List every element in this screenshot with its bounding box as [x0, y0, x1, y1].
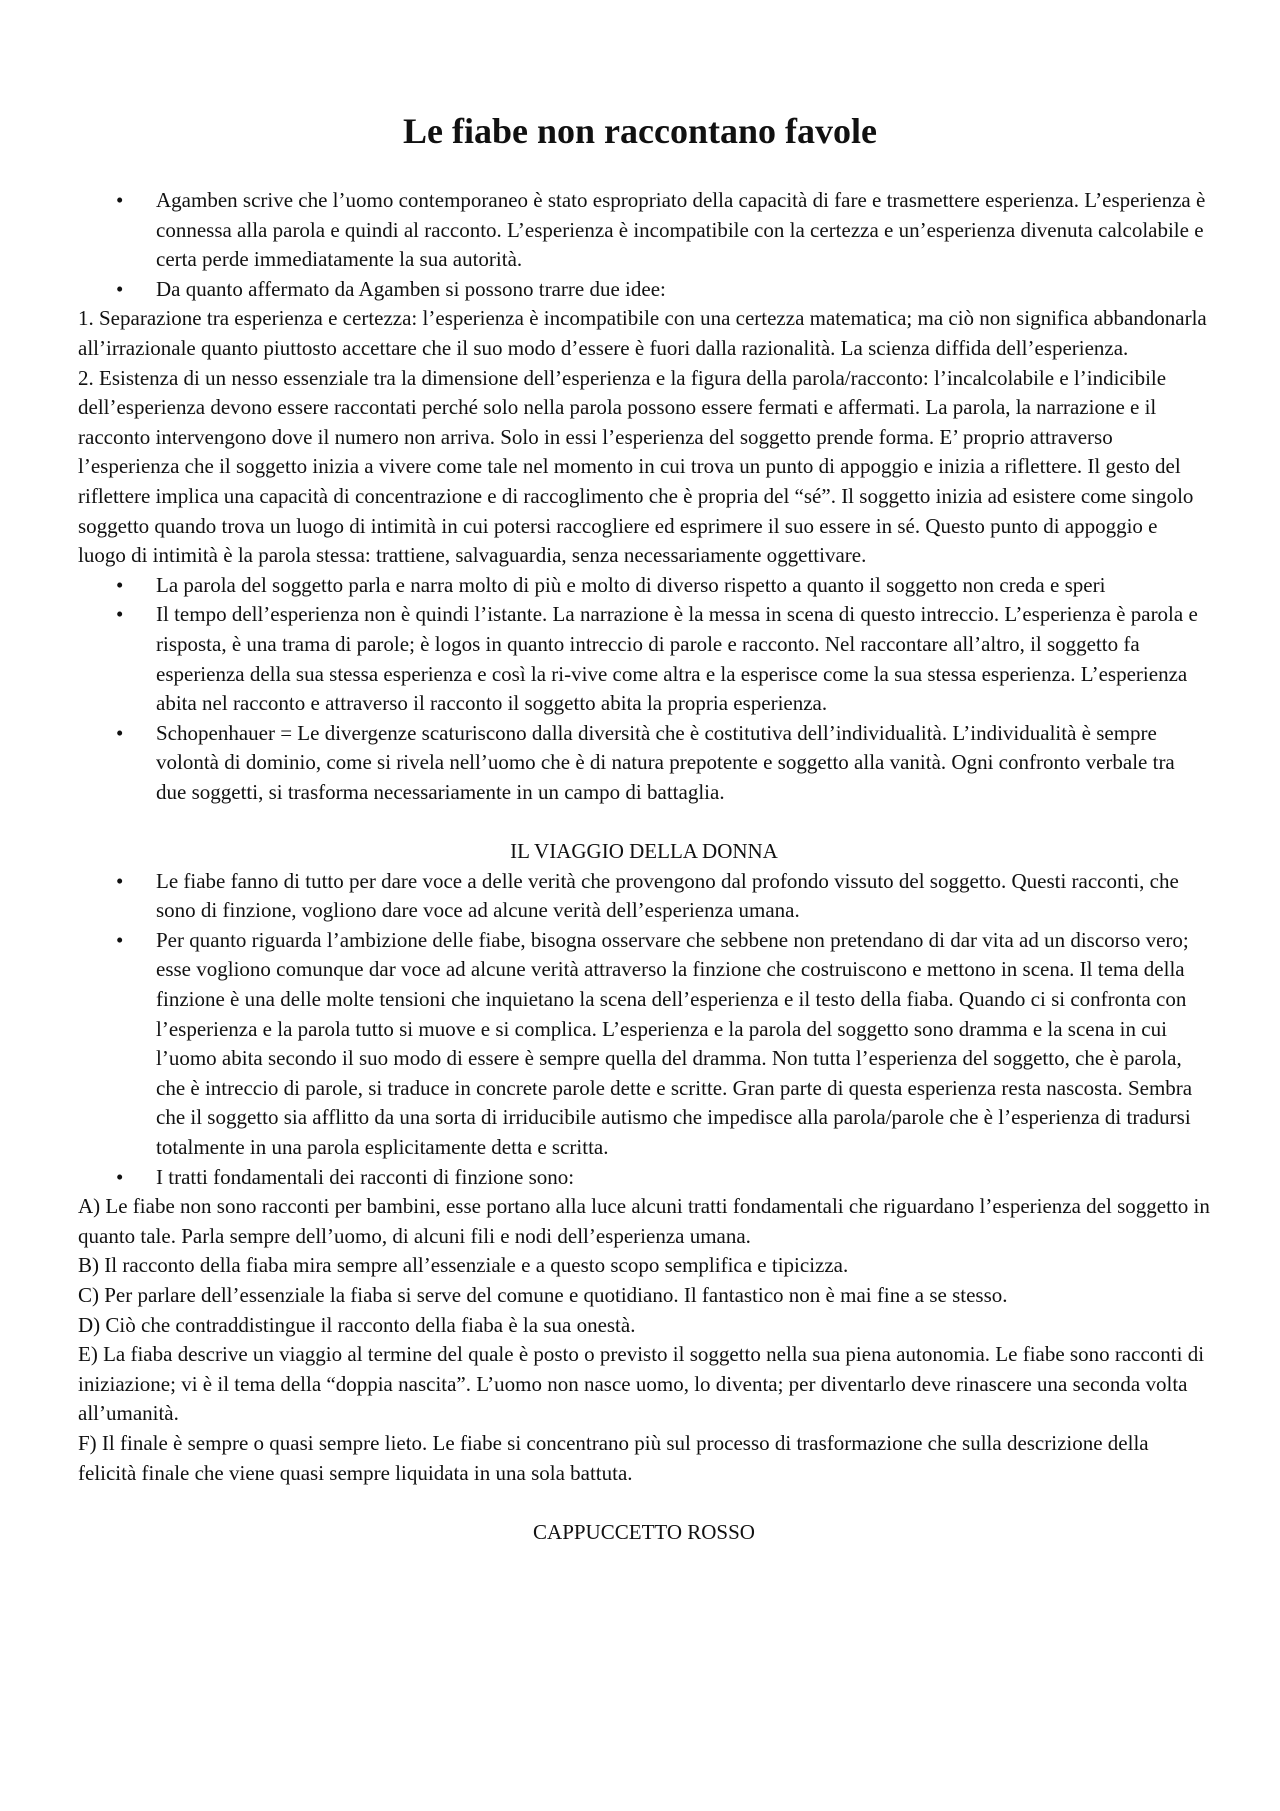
- lettered-paragraph: D) Ciò che contraddistingue il racconto della fiaba è la sua onestà.: [78, 1312, 636, 1337]
- bullet-item: [78, 600, 1210, 718]
- bullet-text: Le fiabe fanno di tutto per dare voce a delle verità che provengono dal profondo vissuto del soggetto. Questi racconti, che sono di finzione, vogliono dare voce ad alcune verità dell’esperienza umana.: [156, 868, 1179, 923]
- bullet-text: Agamben scrive che l’uomo contemporaneo è stato espropriato della capacità di fare e trasmettere esperienza. L’esperienza è connessa alla parola e quindi al racconto. L’esperienza è incompatibile con la certezza e un’esperienza divenuta calcolabile e certa perde immediatamente la sua autorità.: [156, 188, 1206, 272]
- bullet-icon: •: [116, 572, 124, 597]
- lettered-paragraph: A) Le fiabe non sono racconti per bambini, esse portano alla luce alcuni tratti fondamentali che riguardano l’esperienza del soggetto in quanto tale. Parla sempre dell’uomo, di alcuni fili e nodi dell’esperienza umana.: [78, 1194, 1210, 1248]
- bullet-icon: •: [116, 602, 124, 627]
- bullet-text: Schopenhauer = Le divergenze scaturiscono dalla diversità che è costitutiva dell’individualità. L’individualità è sempre volontà di dominio, come si rivela nell’uomo che è di natura prepotente e soggetto alla vanità. Ogni confronto verbale tra due soggetti, si trasforma necessariamente in un campo di battaglia.: [156, 720, 1175, 804]
- bullet-list-intro: [78, 186, 1210, 304]
- lettered-paragraph: F) Il finale è sempre o quasi sempre lieto. Le fiabe si concentrano più sul processo di trasformazione che sulla descrizione della felicità finale che viene quasi sempre liquidata in una sola battuta.: [78, 1430, 1149, 1485]
- numbered-paragraph: 1. Separazione tra esperienza e certezza: l’esperienza è incompatibile con una certezza matematica; ma ciò non significa abbandonarla all’irrazionale quanto piuttosto accettare che il suo modo d’essere è fuori dalla razionalità. La scienza diffida dell’esperienza.: [78, 306, 1207, 360]
- bullet-icon: •: [116, 1164, 124, 1189]
- bullet-text: Il tempo dell’esperienza non è quindi l’istante. La narrazione è la messa in scena di questo intreccio. L’esperienza è parola e risposta, è una trama di parole; è logos in quanto intreccio di parole e racconto. Nel raccontare all’altro, il soggetto fa esperienza della sua stessa esperienza e così la ri-vive come altra e la esperisce come la sua stessa esperienza. L’esperienza abita nel racconto e attraverso il racconto il soggetto abita la propria esperienza.: [156, 602, 1198, 716]
- bullet-icon: •: [116, 868, 124, 893]
- bullet-icon: •: [116, 276, 124, 301]
- bullet-item: [78, 926, 1210, 1163]
- spacer: [78, 1488, 1210, 1518]
- bullet-icon: •: [116, 188, 124, 212]
- bullet-list-fiabe: [78, 867, 1210, 1193]
- bullet-text: La parola del soggetto parla e narra molto di più e molto di diverso rispetto a quanto il soggetto non creda e speri: [156, 572, 1106, 597]
- bullet-item: [78, 1163, 1210, 1193]
- spacer: [78, 807, 1210, 837]
- bullet-item: [78, 275, 1210, 305]
- bullet-item: [78, 571, 1210, 601]
- bullet-list-experience: [78, 571, 1210, 808]
- lettered-paragraph: C) Per parlare dell’essenziale la fiaba si serve del comune e quotidiano. Il fantastico non è mai fine a se stesso.: [78, 1282, 1008, 1307]
- lettered-paragraph: B) Il racconto della fiaba mira sempre all’essenziale e a questo scopo semplifica e tipicizza.: [78, 1253, 849, 1278]
- section-heading-cappuccetto: CAPPUCCETTO ROSSO: [533, 1519, 755, 1544]
- document-body: [78, 186, 1210, 1547]
- bullet-icon: •: [116, 720, 124, 745]
- bullet-text: Per quanto riguarda l’ambizione delle fiabe, bisogna osservare che sebbene non pretendano di dar vita ad un discorso vero; esse vogliono comunque dar voce ad alcune verità attraverso la finzione che costruiscono e mettono in scena. Il tema della finzione è una delle molte tensioni che inquietano la scena dell’esperienza e il testo della fiaba. Quando ci si confronta con l’esperienza e la parola tutto si muove e si complica. L’esperienza e la parola del soggetto sono dramma e la scena in cui l’uomo abita secondo il suo modo di essere è sempre quella del dramma. Non tutta l’esperienza del soggetto, che è parola, che è intreccio di parole, si traduce in concrete parole dette e scritte. Gran parte di questa esperienza resta nascosta. Sembra che il soggetto sia afflitto da una sorta di irriducibile autismo che impedisce alla parola/parole che è l’esperienza di tradursi totalmente in una parola esplicitamente detta e scritta.: [156, 927, 1193, 1159]
- section-heading-viaggio: IL VIAGGIO DELLA DONNA: [510, 839, 778, 864]
- bullet-text: I tratti fondamentali dei racconti di finzione sono:: [156, 1164, 575, 1189]
- bullet-item: [78, 719, 1210, 808]
- lettered-paragraph: E) La fiaba descrive un viaggio al termine del quale è posto o previsto il soggetto nella sua piena autonomia. Le fiabe sono racconti di iniziazione; vi è il tema della “doppia nascita”. L’uomo non nasce uomo, lo diventa; per diventarlo deve rinascere una seconda volta all’umanità.: [78, 1342, 1205, 1426]
- bullet-item: [78, 867, 1210, 926]
- bullet-item: [78, 186, 1210, 275]
- numbered-paragraph: 2. Esistenza di un nesso essenziale tra la dimensione dell’esperienza e la figura della parola/racconto: l’incalcolabile e l’indicibile dell’esperienza devono essere raccontati perché solo nella parola possono essere fermati e affermati. La parola, la narrazione e il racconto intervengono dove il numero non arriva. Solo in essi l’esperienza del soggetto prende forma. E’ proprio attraverso l’esperienza che il soggetto inizia a vivere come tale nel momento in cui trova un punto di appoggio e inizia a riflettere. Il gesto del riflettere implica una capacità di concentrazione e di raccoglimento che è propria del “sé”. Il soggetto inizia ad esistere come singolo soggetto quando trova un luogo di intimità in cui potersi raccogliere ed esprimere il suo essere in sé. Questo punto di appoggio e luogo di intimità è la parola stessa: trattiene, salvaguardia, senza necessariamente oggettivare.: [78, 365, 1194, 568]
- bullet-icon: •: [116, 927, 124, 952]
- document-title: Le fiabe non raccontano favole: [403, 111, 877, 151]
- bullet-text: Da quanto affermato da Agamben si possono trarre due idee:: [156, 276, 666, 301]
